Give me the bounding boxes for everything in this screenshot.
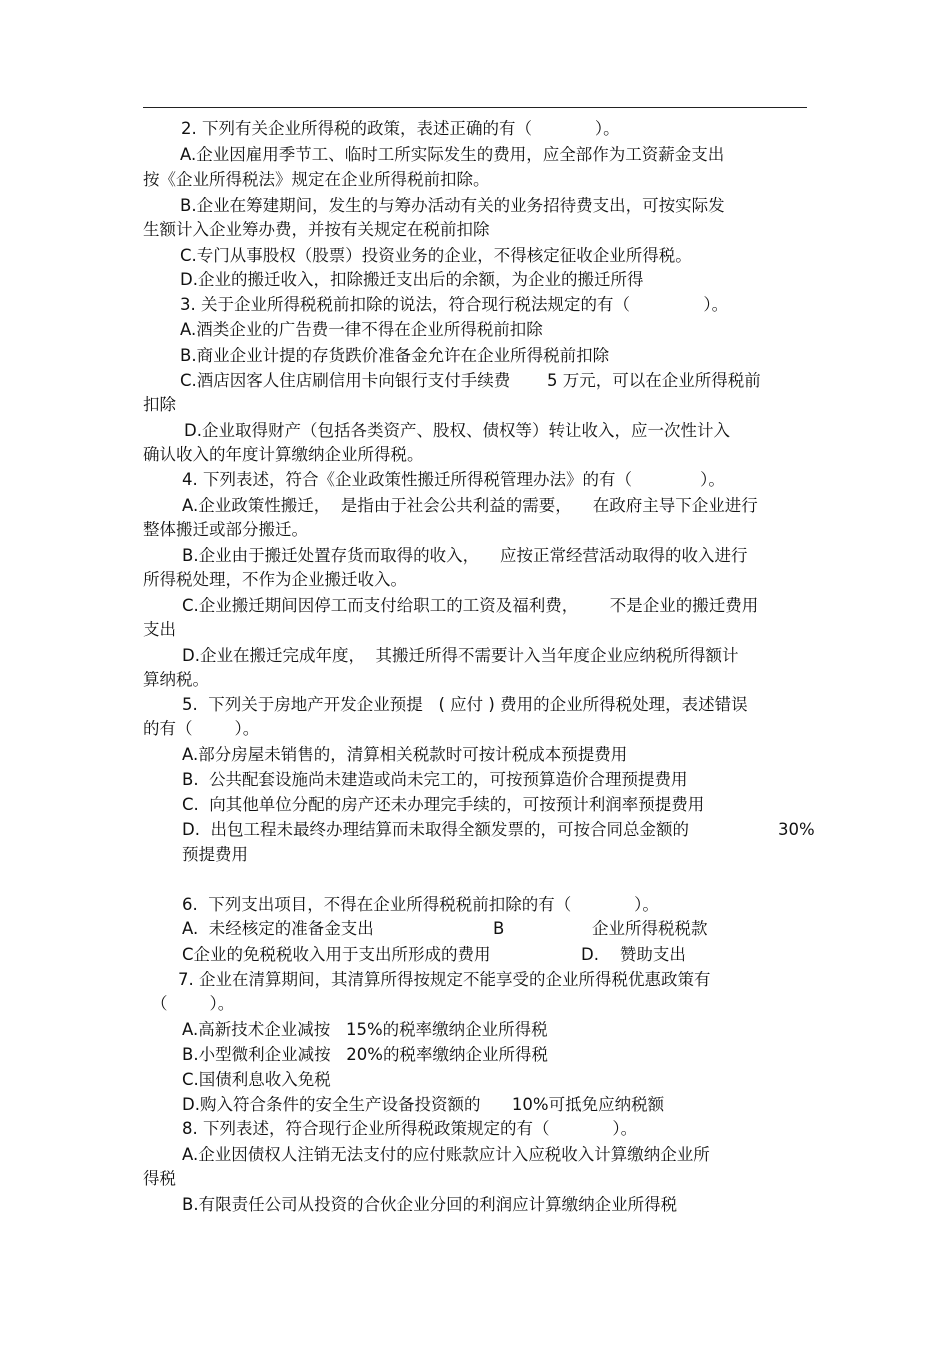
q3-option-c-line2: 扣除 <box>143 395 176 414</box>
q6-option-d: D. 赞助支出 <box>581 945 686 964</box>
q5-option-d-percent: 30% <box>778 820 815 839</box>
q7-option-b: B.小型微利企业减按 20%的税率缴纳企业所得税 <box>182 1045 548 1064</box>
header-rule <box>143 107 807 108</box>
q2-option-a-line2: 按《企业所得税法》规定在企业所得税前扣除。 <box>143 170 490 189</box>
q3-stem: 3. 关于企业所得税税前扣除的说法，符合现行税法规定的有（ ）。 <box>180 295 729 314</box>
q5-option-b: B. 公共配套设施尚未建造或尚未完工的，可按预算造价合理预提费用 <box>182 770 688 789</box>
q3-option-d-line1: D.企业取得财产（包括各类资产、股权、债权等）转让收入，应一次性计入 <box>184 421 730 440</box>
q2-option-b-line2: 生额计入企业筹办费，并按有关规定在税前扣除 <box>143 220 490 239</box>
q4-option-d-line2: 算纳税。 <box>143 670 209 689</box>
q4-option-a-line1: A.企业政策性搬迁， 是指由于社会公共利益的需要， 在政府主导下企业进行 <box>182 496 758 515</box>
q5-option-d-line2: 预提费用 <box>182 845 248 864</box>
q7-option-d: D.购入符合条件的安全生产设备投资额的 10%可抵免应纳税额 <box>182 1095 665 1114</box>
q4-stem: 4. 下列表述，符合《企业政策性搬迁所得税管理办法》的有（ ）。 <box>182 470 725 489</box>
q3-option-c-line1: C.酒店因客人住店刷信用卡向银行支付手续费 5 万元，可以在企业所得税前 <box>180 371 761 390</box>
q3-option-a: A.酒类企业的广告费一律不得在企业所得税前扣除 <box>180 320 543 339</box>
q3-option-b: B.商业企业计提的存货跌价准备金允许在企业所得税前扣除 <box>180 346 610 365</box>
q7-option-a: A.高新技术企业减按 15%的税率缴纳企业所得税 <box>182 1020 548 1039</box>
q2-stem: 2. 下列有关企业所得税的政策，表述正确的有（ ）。 <box>181 119 620 138</box>
q5-stem-line1: 5. 下列关于房地产开发企业预提 ( 应付 ) 费用的企业所得税处理，表述错误 <box>182 695 748 714</box>
q3-option-d-line2: 确认收入的年度计算缴纳企业所得税。 <box>143 445 424 464</box>
q4-option-a-line2: 整体搬迁或部分搬迁。 <box>143 520 308 539</box>
q5-option-d-line1: D. 出包工程未最终办理结算而未取得全额发票的，可按合同总金额的 <box>182 820 689 839</box>
q4-option-b-line1: B.企业由于搬迁处置存货而取得的收入， 应按正常经营活动取得的收入进行 <box>182 546 748 565</box>
q7-stem-line1: 7. 企业在清算期间，其清算所得按规定不能享受的企业所得税优惠政策有 <box>178 970 711 989</box>
q8-option-b: B.有限责任公司从投资的合伙企业分回的利润应计算缴纳企业所得税 <box>182 1195 678 1214</box>
q4-option-c-line2: 支出 <box>143 620 176 639</box>
q2-option-a-line1: A.企业因雇用季节工、临时工所实际发生的费用，应全部作为工资薪金支出 <box>180 145 725 164</box>
q6-option-b-text: 企业所得税税款 <box>592 919 708 938</box>
q2-option-d: D.企业的搬迁收入，扣除搬迁支出后的余额，为企业的搬迁所得 <box>180 270 644 289</box>
q6-option-b-letter: B <box>493 919 505 938</box>
q5-option-c: C. 向其他单位分配的房产还未办理完手续的，可按预计利润率预提费用 <box>182 795 705 814</box>
q8-option-a-line2: 得税 <box>143 1169 176 1188</box>
q7-stem-line2: （ ）。 <box>151 994 235 1013</box>
q6-stem: 6. 下列支出项目，不得在企业所得税税前扣除的有（ ）。 <box>182 895 659 914</box>
q5-option-a: A.部分房屋未销售的，清算相关税款时可按计税成本预提费用 <box>182 745 628 764</box>
q4-option-b-line2: 所得税处理，不作为企业搬迁收入。 <box>143 570 407 589</box>
q8-option-a-line1: A.企业因债权人注销无法支付的应付账款应计入应税收入计算缴纳企业所 <box>182 1145 710 1164</box>
q2-option-c: C.专门从事股权（股票）投资业务的企业，不得核定征收企业所得税。 <box>180 246 692 265</box>
q6-option-a: A. 未经核定的准备金支出 <box>182 919 374 938</box>
q4-option-c-line1: C.企业搬迁期间因停工而支付给职工的工资及福利费， 不是企业的搬迁费用 <box>182 596 759 615</box>
q4-option-d-line1: D.企业在搬迁完成年度， 其搬迁所得不需要计入当年度企业应纳税所得额计 <box>182 646 739 665</box>
q2-option-b-line1: B.企业在筹建期间，发生的与筹办活动有关的业务招待费支出，可按实际发 <box>180 196 725 215</box>
q5-stem-line2: 的有（ ）。 <box>143 719 260 738</box>
q7-option-c: C.国债利息收入免税 <box>182 1070 331 1089</box>
q6-option-c: C企业的免税税收入用于支出所形成的费用 <box>182 945 491 964</box>
q8-stem: 8. 下列表述，符合现行企业所得税政策规定的有（ ）。 <box>182 1119 638 1138</box>
